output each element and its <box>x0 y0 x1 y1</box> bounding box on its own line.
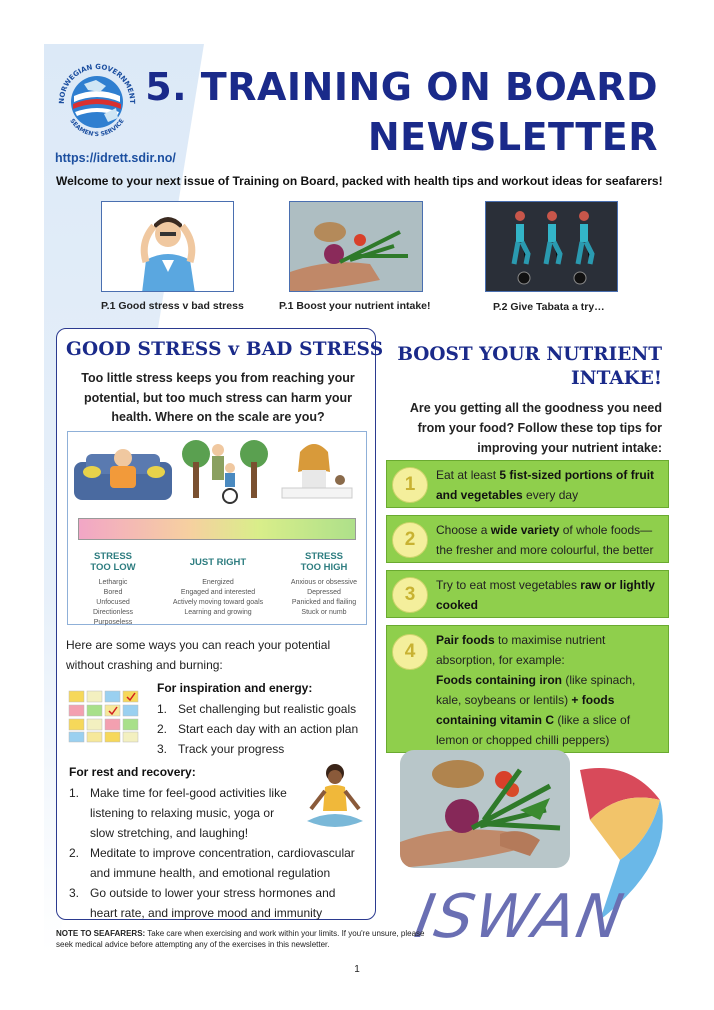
tip-card-4 <box>386 625 669 753</box>
stress-section <box>56 328 384 920</box>
stress-title: GOOD STRESS v BAD STRESS <box>66 339 384 360</box>
rest-list <box>69 783 374 923</box>
tip-card-3 <box>386 570 669 618</box>
stress-gradient-bar <box>78 518 356 540</box>
note-to-seafarers: NOTE TO SEAFARERS: Take care when exercising and work within your limits. If you're unsure, please seek medical advice before attempting any of the exercises in this newsletter. <box>56 929 425 949</box>
list-item: 1. Set challenging but realistic goals <box>157 702 357 716</box>
website-link[interactable]: https://idrett.sdir.no/ <box>55 151 176 165</box>
nutrient-title: BOOST YOUR NUTRIENT INTAKE! <box>397 344 662 389</box>
page-number: 1 <box>354 964 360 975</box>
preview-caption-3: P.2 Give Tabata a try… <box>493 301 605 313</box>
tip-text: Try to eat most vegetables raw or lightly cooked <box>436 578 655 612</box>
stress-thumbnail[interactable] <box>101 201 234 292</box>
tip-number-badge: 3 <box>392 577 428 613</box>
seamens-service-logo <box>56 56 138 148</box>
preview-caption-1: P.1 Good stress v bad stress <box>101 300 244 312</box>
tip-text: Pair foods to maximise nutrient absorption, for example: Foods containing iron (like spinach, kale, soybeans or lentils) + foods containing vitamin C (like a slice of lemon or chopped chilli peppers) <box>436 633 636 747</box>
welcome-text: Welcome to your next issue of Training on Board, packed with health tips and workout ideas for seafarers! <box>56 174 663 188</box>
title-line-1: 5. TRAINING ON BOARD <box>145 65 658 109</box>
list-item: 3. Go outside to lower your stress hormones and heart rate, and improve mood and immunity <box>69 886 336 920</box>
tip-text: Choose a wide variety of whole foods—the fresher and more colourful, the better <box>436 523 654 557</box>
level-right-heading: JUST RIGHT <box>189 557 247 568</box>
rest-heading: For rest and recovery: <box>69 765 196 779</box>
nutrient-thumbnail[interactable] <box>289 201 423 292</box>
nutrient-intro: Are you getting all the goodness you need from your food? Follow these top tips for improving your nutrient intake: <box>409 401 662 455</box>
tip-number-badge: 4 <box>392 634 428 670</box>
list-item: 2. Meditate to improve concentration, cardiovascular and immune health, and emotional regulation <box>69 846 355 880</box>
level-right-list: Energized Engaged and interested Actively moving toward goals Learning and growing <box>172 579 264 616</box>
tip-text: Eat at least 5 fist-sized portions of fruit and vegetables every day <box>436 468 655 502</box>
list-item: 1. Make time for feel-good activities like listening to relaxing music, yoga or slow stretching, and laughing! <box>69 786 287 840</box>
inspiration-heading: For inspiration and energy: <box>157 681 313 695</box>
level-low-list: Lethargic Bored Unfocused Directionless Purposeless <box>92 579 134 626</box>
vegetables-photo <box>400 750 570 868</box>
tip-number-badge: 2 <box>392 522 428 558</box>
level-low-heading: STRESS TOO LOW <box>90 551 136 573</box>
stress-scale-panel <box>67 431 367 625</box>
inspiration-list <box>157 699 372 759</box>
tip-card-2 <box>386 515 669 563</box>
list-item: 2. Start each day with an action plan <box>157 722 359 736</box>
stress-scale-illustration <box>68 432 368 512</box>
logo-text-bottom: SEAMEN'S SERVICE <box>68 117 126 139</box>
list-item: 3. Track your progress <box>157 742 285 756</box>
tip-number-badge: 1 <box>392 467 428 503</box>
sticky-notes-illustration <box>67 689 141 743</box>
level-high-heading: STRESS TOO HIGH <box>300 551 348 573</box>
title-line-2: NEWSLETTER <box>367 115 658 159</box>
tip-card-1 <box>386 460 669 508</box>
preview-caption-2: P.1 Boost your nutrient intake! <box>279 300 431 312</box>
tabata-thumbnail[interactable] <box>485 201 618 292</box>
ways-text: Here are some ways you can reach your potential without crashing and burning: <box>66 638 331 672</box>
stress-intro: Too little stress keeps you from reaching your potential, but too much stress can harm your health. Where on the scale are you? <box>81 371 355 424</box>
page-title <box>145 62 658 162</box>
iswan-logo-text: ISWAN <box>409 882 631 952</box>
level-high-list: Anxious or obsessive Depressed Panicked and flailing Stuck or numb <box>290 579 358 616</box>
logo-text-top: NORWEGIAN GOVERNMENT <box>57 62 137 104</box>
